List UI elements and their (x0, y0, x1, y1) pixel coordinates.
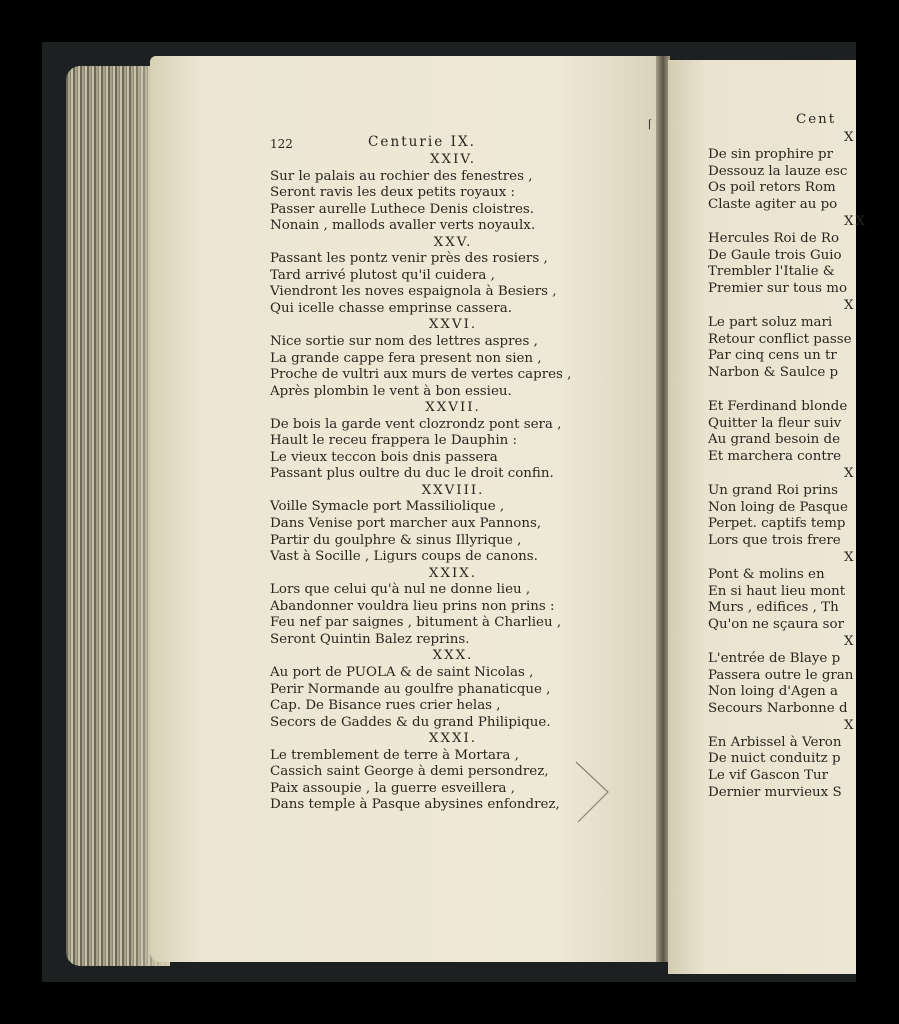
verse-line: La grande cappe fera present non sien , (270, 350, 542, 366)
verse-line: Hault le receu frappera le Dauphin : (270, 433, 518, 449)
verse-line: Cap. De Bisance rues crier helas , (270, 698, 501, 714)
verse-line: Le tremblement de terre à Mortara , (270, 747, 519, 763)
verse-line: Feu nef par saignes , bitument à Charlieu , (270, 615, 562, 631)
verse-line: Os poil retors Rom (708, 180, 836, 196)
verse-line: Trembler l'Italie & (708, 264, 835, 280)
verse-line: Lors que trois frere (708, 533, 841, 549)
running-head (270, 134, 600, 152)
quatrain-numeral: X (844, 717, 856, 733)
verse-line: Murs , edifices , Th (708, 600, 839, 616)
verse-line: Et marchera contre (708, 449, 842, 465)
quatrain-list (270, 152, 600, 814)
quatrain-numeral: X (844, 297, 856, 313)
verse-line: Nonain , mallods avaller verts noyaulx. (270, 218, 536, 234)
verse-line: Viendront les noves espaignola à Besiers , (270, 284, 557, 300)
verse-line: Qu'on ne sçaura sor (708, 617, 844, 633)
verse-line: Abandonner vouldra lieu prins non prins : (270, 598, 555, 614)
quatrain-numeral: XXVIII. (421, 482, 485, 498)
verse-line: Le vif Gascon Tur (708, 768, 829, 784)
verse-line: Secours Narbonne d (708, 701, 848, 717)
verse-line: Vast à Socille , Ligurs coups de canons. (270, 549, 538, 565)
verse-line: Nice sortie sur nom des lettres aspres , (270, 334, 538, 350)
quatrain-numeral: XXV. (433, 234, 473, 250)
verse-line: Dessouz la lauze esc (708, 163, 848, 179)
verse-line: Dernier murvieux S (708, 785, 842, 801)
verse-line: Passant les pontz venir près des rosiers , (270, 251, 548, 267)
verse-line: Et Ferdinand blonde (708, 398, 848, 414)
left-page-text (270, 134, 600, 814)
verse-line: Paix assoupie , la guerre esveillera , (270, 780, 516, 796)
verse-line: Proche de vultri aux murs de vertes capres , (270, 367, 572, 383)
verse-line: Dans temple à Pasque abysines enfondrez, (270, 797, 560, 813)
verse-line: Pont & molins en (708, 566, 825, 582)
verse-line: Retour conflict passe (708, 331, 852, 347)
verse-line: Le vieux teccon bois dnis passera (270, 449, 498, 465)
verse-line: Premier sur tous mo (708, 281, 848, 297)
verse-line: Après plombin le vent à bon essieu. (270, 383, 512, 399)
verse-line: Narbon & Saulce p (708, 365, 839, 381)
verse-line: De Gaule trois Guio (708, 247, 842, 263)
quatrain-numeral: XXXI. (428, 731, 478, 747)
margin-mark: ⌈ (648, 118, 653, 131)
verse-line: Cassich saint George à demi persondrez, (270, 764, 549, 780)
quatrain-numeral: XXX. (432, 648, 474, 664)
verse-line: Qui icelle chasse emprinse cassera. (270, 300, 512, 316)
quatrain-numeral: X (844, 633, 856, 649)
right-running-title: Cent (796, 112, 837, 127)
verse-line: Voille Symacle port Massiliolique , (270, 499, 505, 515)
verse-line: Perir Normande au goulfre phanaticque , (270, 681, 551, 697)
verse-line: Passera outre le gran (708, 667, 854, 683)
verse-line: Au grand besoin de (708, 432, 841, 448)
quatrain-numeral: XXVI. (428, 317, 478, 333)
verse-line: En si haut lieu mont (708, 583, 846, 599)
verse-line: Seront ravis les deux petits royaux : (270, 185, 516, 201)
verse-line: Un grand Roi prins (708, 482, 839, 498)
verse-line: Dans Venise port marcher aux Pannons, (270, 516, 542, 532)
verse-line: Sur le palais au rochier des fenestres , (270, 168, 533, 184)
verse-line: De nuict conduitz p (708, 751, 841, 767)
verse-line: Au port de PUOLA & de saint Nicolas , (270, 664, 534, 680)
page-number: 122 (270, 137, 293, 151)
verse-line: Seront Quintin Balez reprins. (270, 631, 470, 647)
verse-line: Tard arrivé plutost qu'il cuidera , (270, 267, 495, 283)
verse-line: Passer aurelle Luthece Denis cloistres. (270, 201, 535, 217)
verse-line: Perpet. captifs temp (708, 516, 846, 532)
quatrain-numeral: X (844, 465, 856, 481)
verse-line: Non loing de Pasque (708, 499, 848, 515)
verse-line: Secors de Gaddes & du grand Philipique. (270, 714, 551, 730)
quatrain-numeral: XXIX. (428, 565, 478, 581)
verse-line: Partir du goulphre & sinus Illyrique , (270, 532, 522, 548)
verse-line: De sin prophire pr (708, 146, 834, 162)
verse-line: Le part soluz mari (708, 314, 833, 330)
quatrain-numeral: XXVII. (425, 400, 481, 416)
verse-line: En Arbissel à Veron (708, 734, 842, 750)
verse-line: Claste agiter au po (708, 197, 838, 213)
quatrain-numeral (708, 382, 856, 399)
running-title: Centurie IX. (368, 134, 476, 150)
quatrain-numeral: XXIV. (430, 152, 476, 167)
verse-line: Quitter la fleur suiv (708, 415, 842, 431)
right-page-text (708, 112, 868, 802)
verse-line: Passant plus oultre du duc le droit confin. (270, 466, 554, 482)
quatrain-numeral: XX (844, 213, 868, 229)
verse-line: De bois la garde vent clozrondz pont sera , (270, 416, 562, 432)
quatrain-numeral: X (844, 130, 856, 145)
verse-line: L'entrée de Blaye p (708, 650, 841, 666)
verse-line: Lors que celui qu'à nul ne donne lieu , (270, 582, 531, 598)
right-quatrain-list (708, 130, 868, 802)
quatrain-numeral: X (844, 549, 856, 565)
verse-line: Hercules Roi de Ro (708, 230, 840, 246)
verse-line: Non loing d'Agen a (708, 684, 839, 700)
verse-line: Par cinq cens un tr (708, 348, 837, 364)
chevron-mark-icon (574, 760, 612, 824)
